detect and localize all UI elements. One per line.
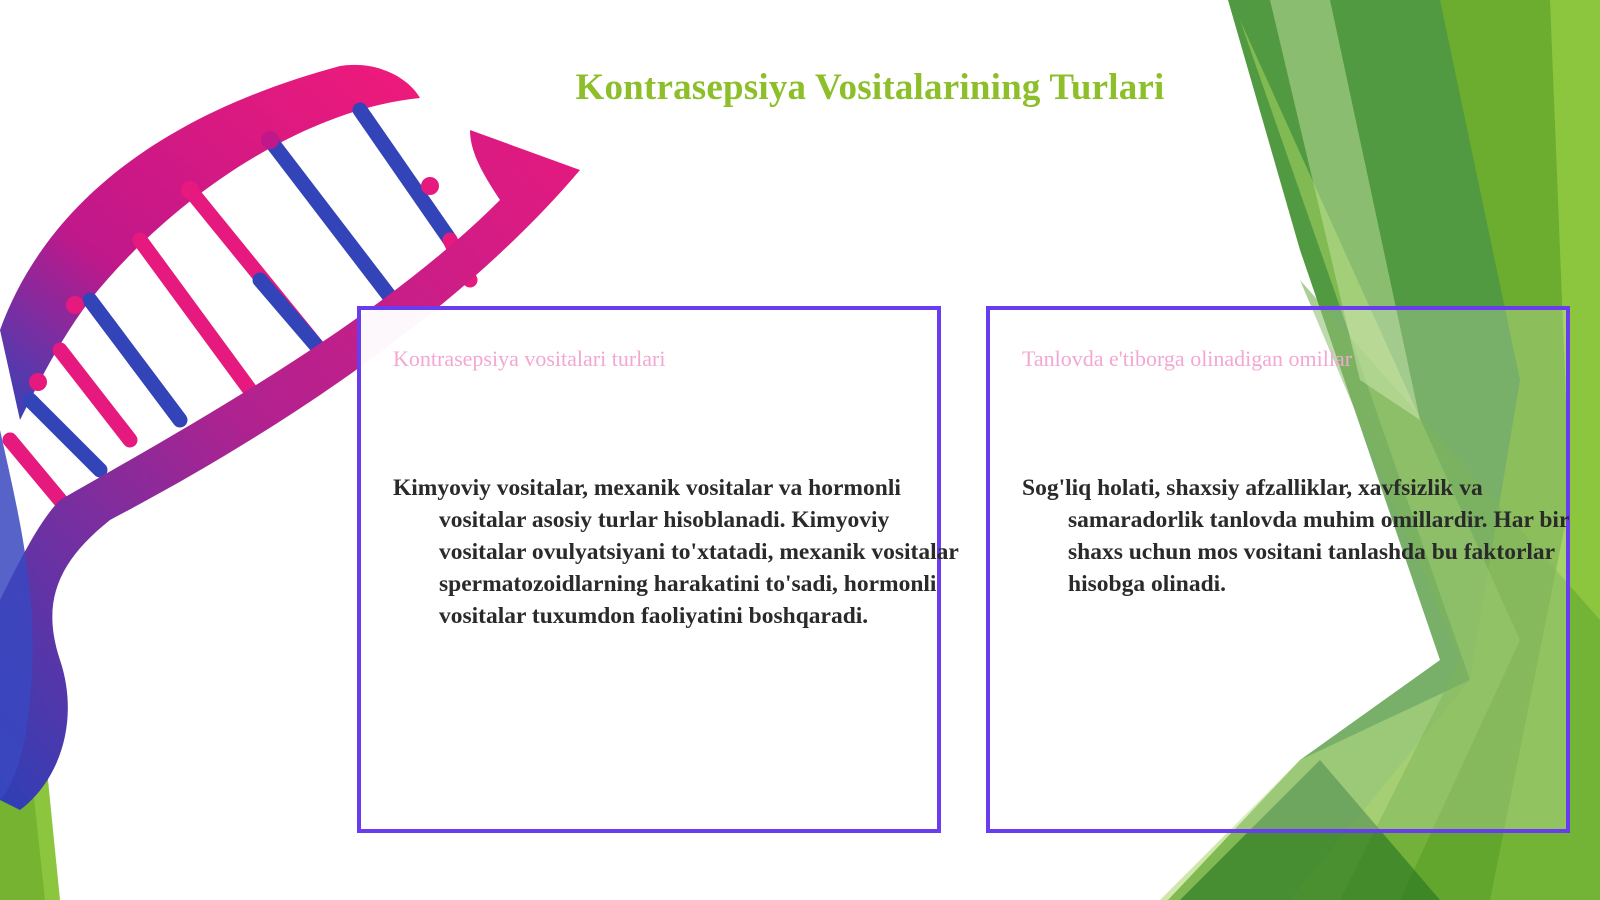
card-types-body: Kimyoviy vositalar, mexanik vositalar va hormonli vositalar asosiy turlar hisoblanadi. Kimyoviy vositalar ovulyatsiyani to'xtatadi, mexanik vositalar spermatozoidlarning harakatini to'sadi, hormonli vositalar tuxumdon faoliyatini boshqaradi. [393,475,959,629]
card-types-heading: Kontrasepsiya vositalari turlari [393,346,666,371]
card-factors-body: Sog'liq holati, shaxsiy afzalliklar, xavfsizlik va samaradorlik tanlovda muhim omillardir. Har bir shaxs uchun mos vositani tanlashda bu faktorlar hisobga olinadi. [1022,475,1569,597]
card-factors [986,306,1570,833]
card-factors-heading: Tanlovda e'tiborga olinadigan omillar [1022,346,1353,371]
slide-title: Kontrasepsiya Vositalarining Turlari [575,67,1165,108]
card-types [357,306,959,833]
